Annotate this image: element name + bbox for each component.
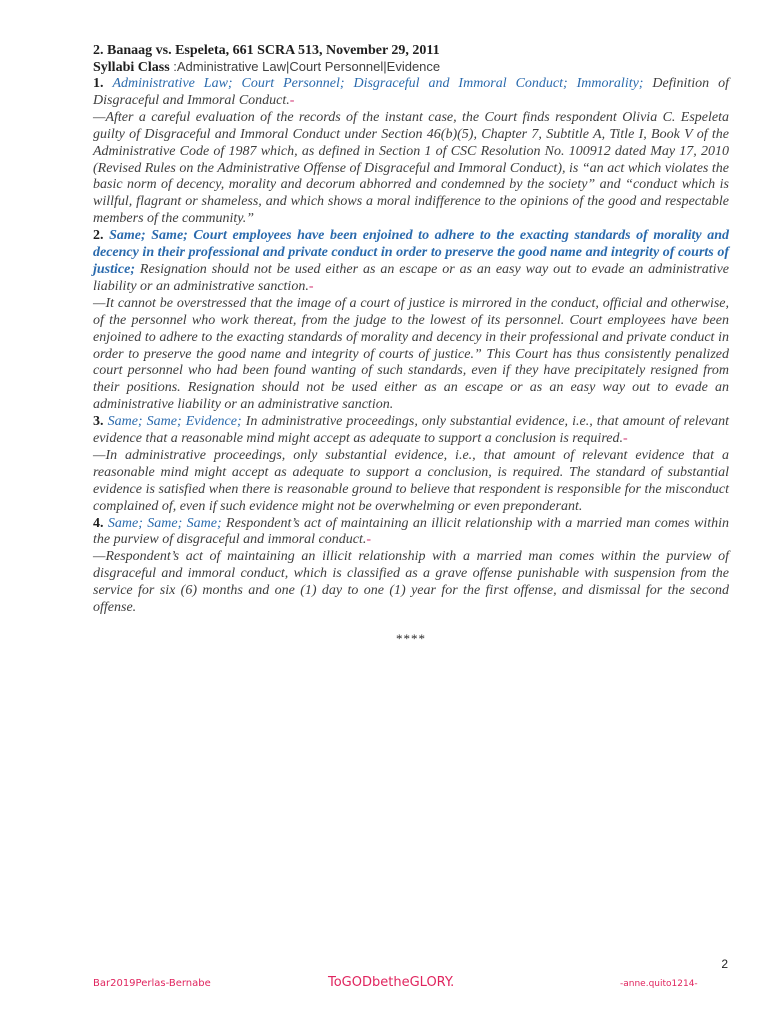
item-heading: Same; Same; Court employees have been enjoined to adhere to the exacting standards of morality and decency in their professional and private conduct in order to preserve the good name and integrity of courts of justice; bbox=[93, 228, 730, 277]
page-number: 2 bbox=[721, 957, 728, 971]
item-summary: Definition of Disgraceful and Immoral Conduct. bbox=[93, 76, 729, 108]
item-dash: - bbox=[308, 278, 314, 294]
syllabus-item bbox=[93, 76, 729, 110]
document-body bbox=[93, 42, 729, 647]
item-number: 1. bbox=[93, 76, 113, 91]
item-heading: Same; Same; Evidence; bbox=[107, 414, 242, 430]
syllabi-value: :Administrative Law|Court Personnel|Evidence bbox=[169, 59, 441, 74]
section-separator: **** bbox=[396, 631, 426, 646]
syllabi-label: Syllabi Class bbox=[93, 60, 170, 75]
item-quote: —Respondent’s act of maintaining an illicit relationship with a married man comes within the purview of disgraceful and immoral conduct, which is classified as a grave offense punishable with suspension from the service for six (6) months and one (1) day to one (1) year for the first offense, and dismissal for the second offense. bbox=[93, 549, 729, 616]
item-dash: - bbox=[289, 92, 295, 108]
item-heading: Same; Same; Same; bbox=[107, 515, 222, 531]
item-dash: - bbox=[622, 431, 628, 447]
item-dash: - bbox=[366, 532, 372, 548]
syllabi-class bbox=[93, 59, 729, 76]
item-quote: —After a careful evaluation of the records of the instant case, the Court finds respondent Olivia C. Espeleta guilty of Disgraceful and Immoral Conduct under Section 46(b)(5), Chapter 7, Subtitle A, Title I, Book V of the Administrative Code of 1987 which, as defined in Section 1 of CSC Resolution No. 100912 dated May 17, 2010 (Revised Rules on the Administrative Offense of Disgraceful and Immoral Conduct), is “an act which violates the basic norm of decency, morality and decorum abhorred and condemned by the society” and “conduct which is willful, flagrant or shameless, and which shows a moral indifference to the opinions of the good and respectable members of the community.” bbox=[93, 109, 729, 227]
footer-right: -anne.quito1214- bbox=[620, 979, 698, 989]
item-number: 2. bbox=[93, 228, 110, 244]
syllabus-item bbox=[93, 414, 729, 448]
item-quote: —In administrative proceedings, only substantial evidence, i.e., that amount of relevant evidence that a reasonable mind might accept as adequate to support a conclusion, is required. The standard of substantial evidence is satisfied when there is reasonable ground to believe that respondent is responsible for the misconduct complained of, even if such evidence might not be overwhelming or even preponderant. bbox=[93, 447, 729, 514]
item-number: 4. bbox=[93, 515, 108, 531]
footer bbox=[0, 975, 768, 995]
item-number: 3. bbox=[93, 414, 108, 430]
item-summary: Resignation should not be used either as an escape or as an easy way out to evade an administrative liability or an administrative sanction. bbox=[93, 261, 729, 294]
syllabus-item bbox=[93, 228, 729, 296]
footer-center: ToGODbetheGLORY. bbox=[328, 975, 455, 990]
footer-left: Bar2019Perlas-Bernabe bbox=[93, 978, 211, 989]
item-summary: Respondent’s act of maintaining an illicit relationship with a married man comes within the purview of disgraceful and immoral conduct. bbox=[93, 515, 729, 548]
item-quote: —It cannot be overstressed that the image of a court of justice is mirrored in the conduct, official and otherwise, of the personnel who work thereat, from the judge to the lowest of its personnel. Court employees have been enjoined to adhere to the exacting standards of morality and decency in their professional and private conduct in order to preserve the good name and integrity of courts of justice.” This Court has thus consistently penalized court personnel who had been found wanting of such standards, even if they have precipitately resigned from their positions. Resignation should not be used either as an escape or as an easy way out to evade an administrative liability or an administrative sanction. bbox=[93, 295, 729, 413]
item-heading: Administrative Law; Court Personnel; Disgraceful and Immoral Conduct; Immorality; bbox=[112, 76, 644, 91]
syllabus-item bbox=[93, 516, 729, 550]
item-summary: In administrative proceedings, only substantial evidence, i.e., that amount of relevant evidence that a reasonable mind might accept as adequate to support a conclusion is required. bbox=[93, 414, 730, 447]
case-title: 2. Banaag vs. Espeleta, 661 SCRA 513, November 29, 2011 bbox=[93, 43, 440, 58]
